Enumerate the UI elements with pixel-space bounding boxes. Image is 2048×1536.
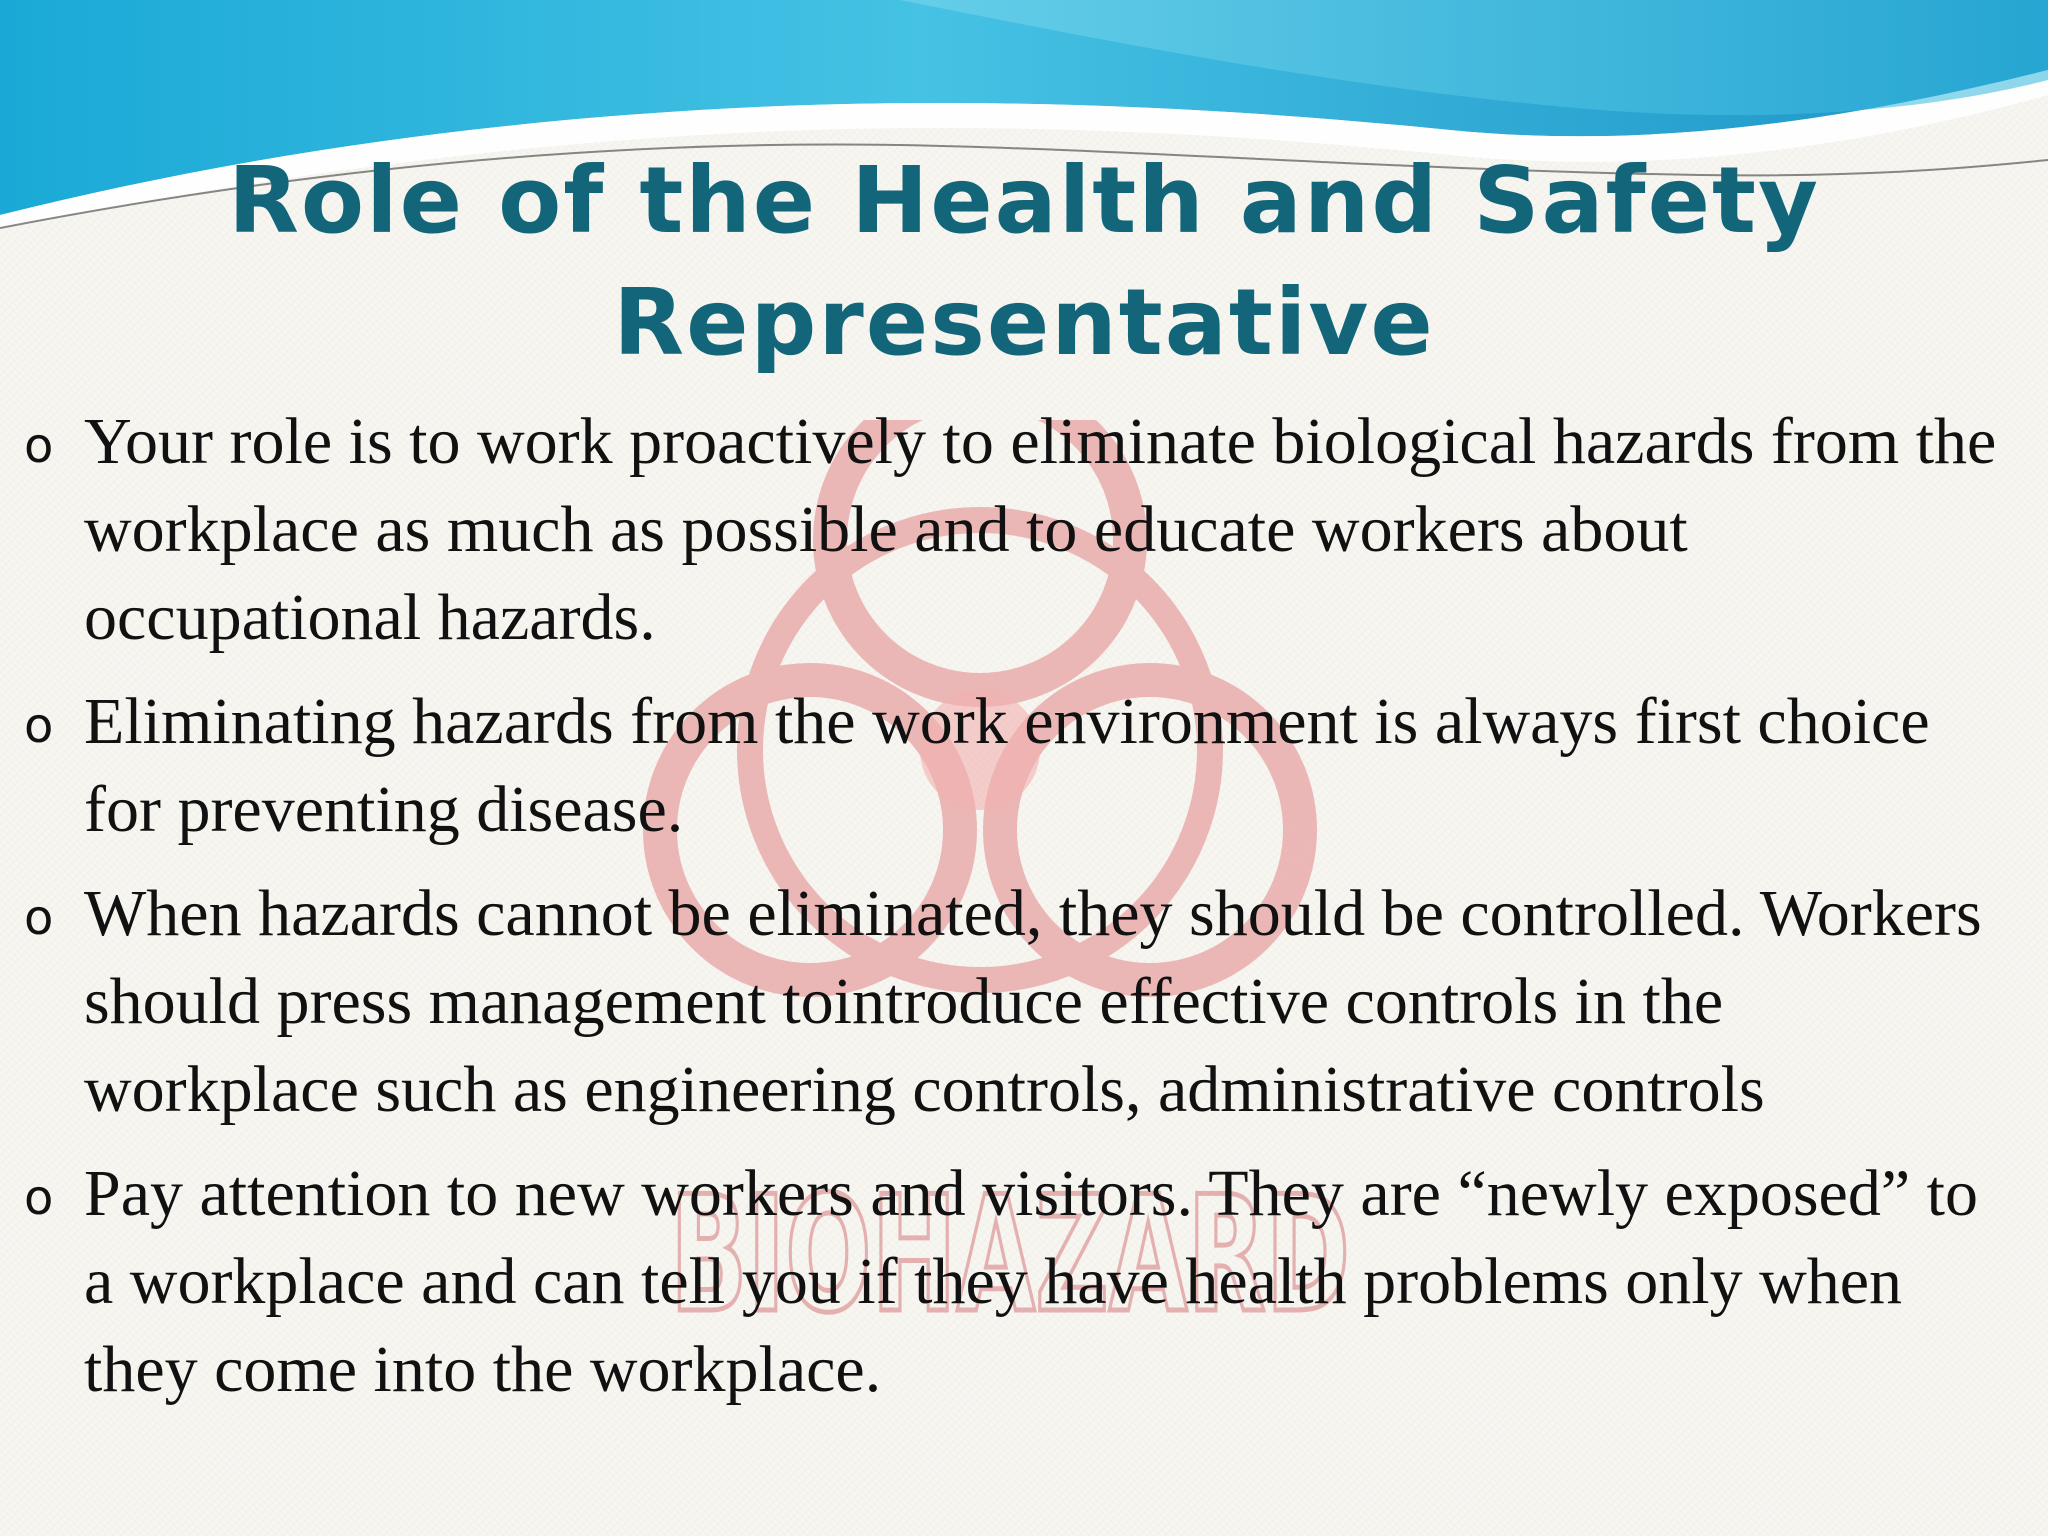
- bullet-list: [20, 398, 2010, 1430]
- bullet-text: Pay attention to new workers and visitors. They are “newly exposed” to a workplace and can tell you if they have health problems only when they come into the workplace.: [84, 1157, 1978, 1406]
- slide-title: [0, 140, 2048, 384]
- bullet-item: [20, 678, 2010, 854]
- bullet-marker-icon: o: [24, 1170, 54, 1226]
- slide-title-line-2: Representative: [613, 269, 1435, 376]
- bullet-marker-icon: o: [24, 890, 54, 946]
- bullet-text: When hazards cannot be eliminated, they should be controlled. Workers should press management tointroduce effective controls in the workplace such as engineering controls, administrative controls: [84, 877, 1982, 1126]
- bullet-marker-icon: o: [24, 698, 54, 754]
- bullet-text: Your role is to work proactively to eliminate biological hazards from the workplace as much as possible and to educate workers about occupational hazards.: [84, 405, 1997, 654]
- bullet-text: Eliminating hazards from the work environment is always first choice for preventing disease.: [84, 685, 1930, 846]
- slide-title-line-1: Role of the Health and Safety: [228, 147, 1820, 254]
- bullet-item: [20, 1150, 2010, 1414]
- bullet-item: [20, 398, 2010, 662]
- bullet-marker-icon: o: [24, 418, 54, 474]
- bullet-item: [20, 870, 2010, 1134]
- biohazard-watermark-text: BIOHAZARD: [670, 1161, 1350, 1348]
